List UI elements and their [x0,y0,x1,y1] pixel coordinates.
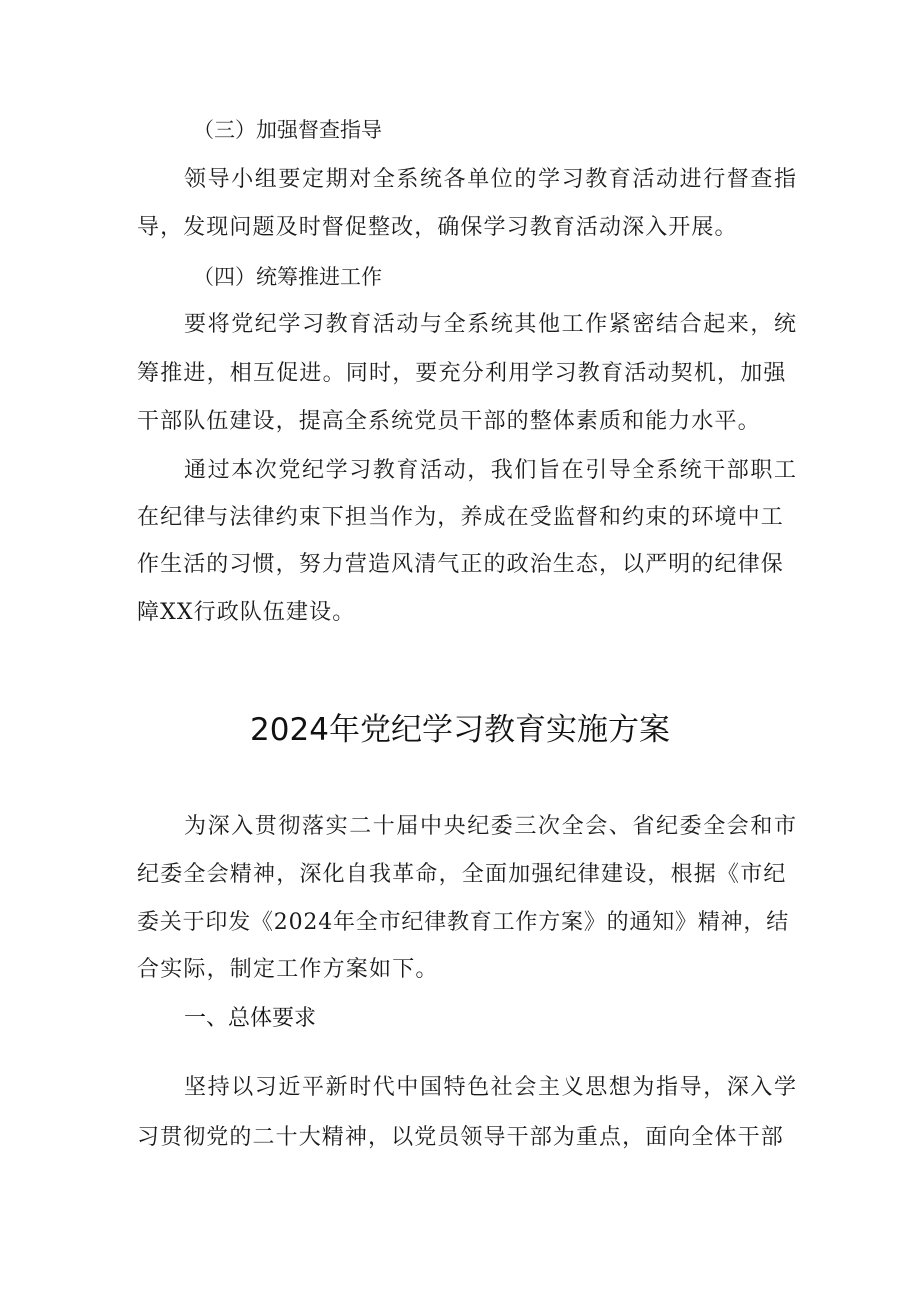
paragraph-line: 合实际，制定工作方案如下。 [137,957,439,982]
document-title: 2024年党纪学习教育实施方案 [250,712,670,748]
paragraph-line: 纪委全会精神，深化自我革命，全面加强纪律建设，根据《市纪 [137,862,787,887]
paragraph-line: 习贯彻党的二十大精神，以党员领导干部为重点，面向全体干部 [137,1125,784,1150]
paragraph-line: 导，发现问题及时督促整改，确保学习教育活动深入开展。 [137,215,738,240]
paragraph-line: 领导小组要定期对全系统各单位的学习教育活动进行督查指 [184,167,798,192]
paragraph-line: 作生活的习惯，努力营造风清气正的政治生态，以严明的纪律保 [137,552,784,577]
paragraph-line: 障XX行政队伍建设。 [137,600,356,625]
paragraph-line: 坚持以习近平新时代中国特色社会主义思想为指导，深入学 [184,1075,798,1100]
paragraph-line: 要将党纪学习教育活动与全系统其他工作紧密结合起来，统 [184,312,798,337]
paragraph-line: 在纪律与法律约束下担当作为，养成在受监督和约束的环境中工 [137,505,784,530]
subheading-coordination: （四）统筹推进工作 [193,265,382,289]
paragraph-line: 干部队伍建设，提高全系统党员干部的整体素质和能力水平。 [137,409,761,434]
paragraph-line: 委关于印发《2024年全市纪律教育工作方案》的通知》精神，结 [137,910,789,935]
section-heading-general-requirements: 一、总体要求 [184,1006,317,1031]
paragraph-line: 为深入贯彻落实二十届中央纪委三次全会、省纪委全会和市 [184,814,798,839]
paragraph-line: 通过本次党纪学习教育活动，我们旨在引导全系统干部职工 [184,458,798,483]
subheading-supervision: （三）加强督查指导 [193,118,382,142]
paragraph-line: 筹推进，相互促进。同时，要充分利用学习教育活动契机，加强 [137,361,787,386]
